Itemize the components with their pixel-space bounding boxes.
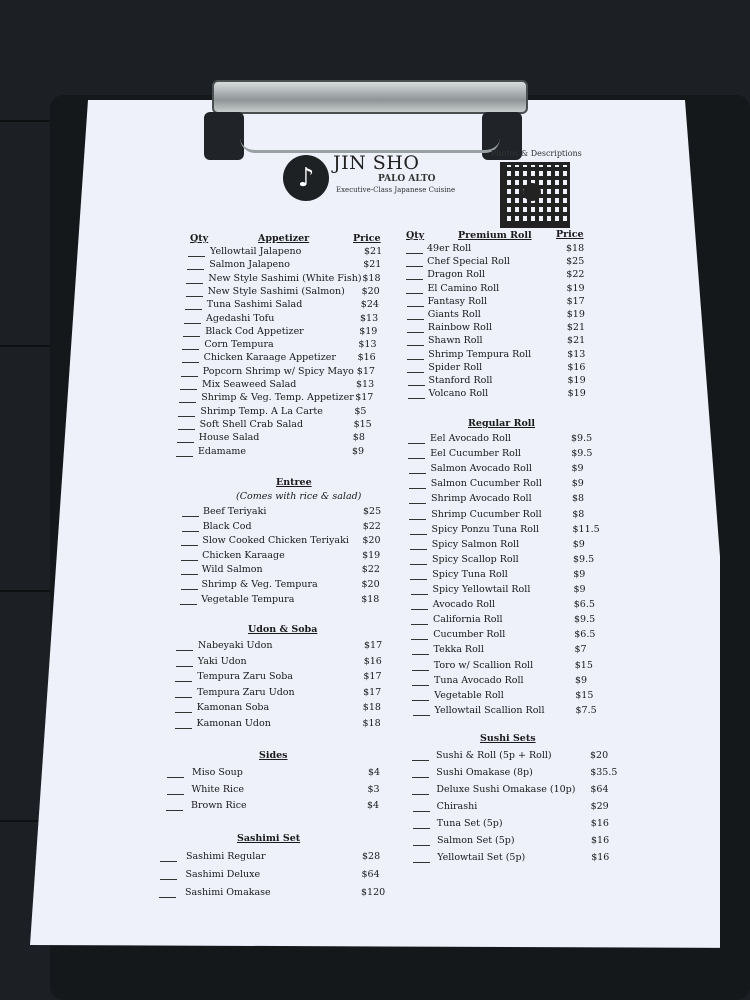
menu-item-name: Sushi Omakase (8p) (436, 767, 533, 778)
menu-item-price: $16 (591, 852, 610, 863)
menu-item-name: Vegetable Tempura (201, 593, 295, 605)
menu-item-price: $19 (567, 388, 586, 400)
menu-item-name: Brown Rice (191, 800, 247, 811)
qty-blank[interactable] (409, 473, 426, 474)
menu-item-name: Spicy Salmon Roll (431, 538, 520, 550)
menu-item-price: $28 (362, 851, 381, 862)
sides-title: Sides (259, 750, 288, 761)
qty-blank[interactable] (412, 760, 429, 761)
qty-blank[interactable] (176, 456, 193, 457)
menu-item-name: Corn Tempura (204, 339, 274, 351)
menu-item-price: $5 (354, 405, 367, 417)
menu-item-price: $19 (359, 325, 378, 337)
qty-blank[interactable] (407, 372, 424, 373)
qty-header: Qty (406, 230, 425, 241)
menu-item-name: Salmon Avocado Roll (430, 463, 532, 475)
menu-item-name: Wild Salmon (201, 564, 263, 576)
clipboard-clip (212, 80, 528, 114)
menu-item-price: $13 (360, 312, 379, 324)
menu-item-name: Fantasy Roll (427, 295, 488, 307)
menu-item-name: Popcorn Shrimp w/ Spicy Mayo (202, 365, 354, 377)
qty-blank[interactable] (408, 398, 425, 399)
menu-item-price: $13 (358, 339, 377, 351)
menu-item-price: $25 (363, 506, 382, 517)
qty-blank[interactable] (186, 296, 203, 297)
qty-blank[interactable] (181, 560, 198, 561)
menu-item-name: Kamonan Soba (196, 702, 270, 713)
menu-item-price: $8 (572, 508, 585, 520)
menu-item-name: Spicy Ponzu Tuna Roll (431, 523, 540, 535)
qty-blank[interactable] (411, 594, 428, 595)
menu-item-price: $9 (573, 568, 586, 580)
menu-item-price: $19 (566, 282, 585, 294)
qty-blank[interactable] (176, 650, 193, 651)
menu-item-price: $19 (567, 375, 586, 386)
menu-item-name: Yellowtail Jalapeno (210, 246, 302, 257)
qty-blank[interactable] (409, 503, 426, 504)
appetizer-title: Appetizer (258, 233, 310, 244)
entree-title: Entree (276, 477, 312, 488)
clip-wire (240, 138, 500, 153)
qty-blank[interactable] (176, 666, 193, 667)
menu-item-name: Volcano Roll (428, 388, 489, 400)
qty-blank[interactable] (175, 697, 192, 698)
qty-blank[interactable] (182, 531, 199, 532)
qty-blank[interactable] (177, 442, 194, 443)
qty-blank[interactable] (413, 715, 430, 716)
menu-item-price: $4 (367, 800, 380, 811)
menu-item-price: $64 (361, 869, 380, 880)
menu-item-name: Dragon Roll (427, 269, 486, 281)
qty-blank[interactable] (409, 519, 426, 520)
menu-item-name: Giants Roll (427, 309, 481, 320)
qty-blank[interactable] (413, 828, 430, 829)
menu-item-name: Salmon Cucumber Roll (430, 478, 542, 490)
menu-item-price: $9.5 (571, 448, 593, 460)
qty-blank[interactable] (175, 712, 192, 713)
qty-blank[interactable] (406, 279, 423, 280)
menu-item-name: White Rice (191, 783, 245, 795)
qty-blank[interactable] (178, 429, 195, 430)
menu-item-name: Spicy Scallop Roll (432, 553, 519, 565)
menu-item-name: California Roll (433, 614, 503, 626)
qty-blank[interactable] (412, 685, 429, 686)
qty-blank[interactable] (411, 639, 428, 640)
qty-blank[interactable] (159, 897, 176, 898)
menu-item-name: Tuna Avocado Roll (434, 674, 524, 686)
menu-item-name: Black Cod Appetizer (205, 325, 304, 337)
menu-item-price: $17 (363, 671, 382, 682)
qty-blank[interactable] (183, 336, 200, 337)
menu-item-name: Chirashi (436, 801, 478, 812)
menu-item-price: $64 (590, 784, 609, 795)
qty-blank[interactable] (175, 681, 192, 682)
sushi_sets-title: Sushi Sets (480, 733, 536, 744)
menu-item-name: Yaki Udon (197, 655, 247, 667)
menu-item-name: Cucumber Roll (433, 629, 506, 641)
menu-item-price: $21 (363, 259, 382, 271)
clip-foot-left (204, 112, 244, 160)
menu-item-price: $20 (362, 535, 381, 547)
menu-item-price: $16 (363, 655, 382, 667)
qty-blank[interactable] (413, 811, 430, 812)
menu-item-name: Miso Soup (192, 767, 243, 778)
menu-item-name: Rainbow Roll (427, 322, 492, 334)
qr-label: Photos & Descriptions (491, 149, 582, 158)
menu-item-name: Edamame (198, 445, 246, 457)
menu-item-price: $16 (590, 818, 609, 829)
entree-note: (Comes with rice & salad) (236, 491, 362, 502)
menu-item-price: $9 (573, 584, 586, 595)
qty-blank[interactable] (407, 332, 424, 333)
menu-item-name: Toro w/ Scallion Roll (433, 659, 534, 671)
qty-blank[interactable] (167, 794, 184, 795)
menu-item-price: $9 (575, 674, 588, 686)
menu-item-name: Sashimi Deluxe (185, 869, 261, 880)
menu-item-name: Stanford Roll (428, 375, 493, 386)
menu-item-price: $9 (572, 538, 585, 550)
brand-tagline: Executive-Class Japanese Cuisine (336, 186, 456, 194)
qty-blank[interactable] (167, 777, 184, 778)
qty-blank[interactable] (411, 609, 428, 610)
menu-item-price: $17 (566, 295, 585, 307)
qty-blank[interactable] (410, 564, 427, 565)
menu-item-name: Tuna Set (5p) (436, 818, 503, 829)
menu-item-name: Vegetable Roll (434, 689, 504, 701)
menu-item-name: El Camino Roll (427, 282, 500, 294)
qty-blank[interactable] (407, 306, 424, 307)
menu-item-name: Avocado Roll (432, 599, 496, 611)
menu-item-price: $20 (361, 579, 380, 590)
qty-blank[interactable] (180, 604, 197, 605)
qr-logo-icon (523, 183, 541, 201)
menu-item-name: Tempura Zaru Udon (197, 686, 295, 698)
menu-item-name: Sashimi Regular (186, 851, 266, 862)
qty-blank[interactable] (160, 861, 177, 862)
menu-item-price: $9.5 (573, 553, 595, 565)
menu-item-price: $9.5 (571, 433, 593, 444)
qty-blank[interactable] (166, 810, 183, 811)
qty-blank[interactable] (182, 516, 199, 517)
menu-item-price: $24 (360, 299, 379, 311)
qty-blank[interactable] (410, 579, 427, 580)
menu-item-name: Mix Seaweed Salad (202, 379, 297, 390)
menu-item-price: $15 (353, 418, 372, 430)
menu-item-name: Kamonan Udon (196, 717, 271, 729)
menu-item-price: $18 (362, 272, 381, 284)
menu-item-price: $21 (567, 335, 586, 347)
qty-blank[interactable] (408, 458, 425, 459)
menu-item-name: New Style Sashimi (Salmon) (207, 285, 345, 297)
menu-item-price: $18 (361, 593, 380, 605)
menu-item-price: $20 (361, 285, 380, 297)
menu-item-price: $21 (364, 246, 383, 257)
menu-item-price: $3 (367, 783, 380, 795)
menu-item-price: $19 (362, 549, 381, 561)
menu-item-price: $15 (574, 659, 593, 671)
premium-title: Premium Roll (458, 230, 532, 241)
qty-blank[interactable] (181, 545, 198, 546)
menu-item-name: Agedashi Tofu (206, 312, 275, 324)
qty-blank[interactable] (412, 670, 429, 671)
menu-item-name: Sashimi Omakase (185, 887, 271, 898)
qty-blank[interactable] (160, 879, 177, 880)
menu-item-name: Beef Teriyaki (203, 506, 267, 517)
menu-item-name: Black Cod (202, 520, 252, 532)
menu-item-name: Slow Cooked Chicken Teriyaki (202, 535, 349, 547)
qty-blank[interactable] (179, 402, 196, 403)
menu-item-price: $20 (590, 750, 609, 761)
qty-blank[interactable] (413, 845, 430, 846)
menu-item-price: $22 (361, 564, 380, 576)
menu-item-price: $17 (364, 640, 383, 651)
qty-blank[interactable] (182, 349, 199, 350)
menu-item-price: $29 (590, 801, 609, 812)
menu-item-name: Sushi & Roll (5p + Roll) (436, 750, 552, 761)
menu-item-price: $22 (566, 269, 585, 281)
menu-item-price: $18 (362, 702, 381, 713)
menu-item-name: Tuna Sashimi Salad (206, 299, 303, 311)
menu-item-price: $9.5 (574, 614, 596, 626)
qty-blank[interactable] (410, 534, 427, 535)
menu-item-name: Salmon Set (5p) (437, 835, 515, 846)
qty-blank[interactable] (181, 589, 198, 590)
menu-item-price: $11.5 (572, 523, 600, 535)
qty-blank[interactable] (184, 323, 201, 324)
menu-item-price: $15 (575, 689, 594, 701)
qty-blank[interactable] (181, 376, 198, 377)
menu-item-price: $7.5 (575, 704, 597, 716)
menu-item-name: Chicken Karaage Appetizer (203, 352, 336, 364)
menu-item-name: House Salad (198, 432, 260, 444)
menu-item-price: $25 (566, 256, 585, 268)
udon-title: Udon & Soba (248, 624, 318, 635)
menu-item-name: Spider Roll (428, 361, 483, 373)
menu-item-name: Shrimp Tempura Roll (428, 348, 532, 360)
restaurant-logo-icon: ♪ (283, 155, 329, 201)
menu-item-price: $16 (591, 835, 610, 846)
menu-item-price: $6.5 (573, 599, 595, 611)
menu-item-price: $17 (355, 392, 374, 404)
price-header: Price (353, 233, 381, 244)
menu-item-name: Yellowtail Scallion Roll (434, 704, 545, 716)
price-header: Price (556, 229, 584, 240)
menu-item-name: Nabeyaki Udon (198, 640, 273, 651)
menu-item-price: $6.5 (574, 629, 596, 641)
qty-blank[interactable] (413, 862, 430, 863)
menu-item-price: $17 (363, 686, 382, 698)
qty-blank[interactable] (409, 488, 426, 489)
qty-blank[interactable] (187, 269, 204, 270)
menu-item-price: $18 (362, 717, 381, 729)
qty-blank[interactable] (407, 319, 424, 320)
menu-item-name: 49er Roll (427, 243, 472, 254)
menu-item-price: $7 (574, 644, 587, 656)
qty-blank[interactable] (186, 283, 203, 284)
qty-blank[interactable] (182, 362, 199, 363)
menu-item-name: Chef Special Roll (427, 256, 510, 268)
qty-blank[interactable] (408, 443, 425, 444)
menu-item-price: $4 (368, 767, 381, 778)
menu-item-name: Shrimp Avocado Roll (431, 493, 532, 505)
menu-item-name: Shrimp & Veg. Tempura (201, 579, 318, 590)
menu-item-price: $9 (571, 463, 584, 475)
menu-item-name: Soft Shell Crab Salad (199, 418, 304, 430)
qty-blank[interactable] (407, 345, 424, 346)
qty-blank[interactable] (406, 266, 423, 267)
brand-location: PALO ALTO (378, 174, 436, 184)
qty-blank[interactable] (406, 253, 423, 254)
menu-item-price: $18 (566, 243, 585, 254)
sashimi-title: Sashimi Set (237, 833, 301, 844)
brand-name: JIN SHO (333, 152, 420, 174)
qty-blank[interactable] (178, 416, 195, 417)
menu-item-price: $22 (362, 520, 381, 532)
menu-item-price: $13 (356, 379, 375, 390)
menu-item-price: $17 (356, 365, 375, 377)
menu-item-price: $16 (567, 361, 586, 373)
qty-blank[interactable] (180, 389, 197, 390)
qty-blank[interactable] (188, 256, 205, 257)
menu-item-name: Eel Avocado Roll (430, 433, 511, 444)
qty-blank[interactable] (412, 777, 429, 778)
menu-item-name: Tempura Zaru Soba (197, 671, 293, 682)
regular-title: Regular Roll (468, 418, 536, 429)
qty-blank[interactable] (175, 728, 192, 729)
menu-item-price: $16 (357, 352, 376, 364)
qty-blank[interactable] (410, 549, 427, 550)
qty-blank[interactable] (412, 654, 429, 655)
qty-blank[interactable] (407, 359, 424, 360)
qty-blank[interactable] (185, 309, 202, 310)
menu-item-price: $19 (566, 309, 585, 320)
menu-item-price: $8 (572, 493, 585, 505)
menu-item-name: New Style Sashimi (White Fish) (208, 272, 362, 284)
qty-blank[interactable] (408, 385, 425, 386)
menu-item-name: Salmon Jalapeno (209, 259, 290, 271)
menu-item-name: Deluxe Sushi Omakase (10p) (436, 784, 576, 795)
menu-item-name: Yellowtail Set (5p) (437, 852, 526, 863)
menu-item-price: $13 (567, 348, 586, 360)
menu-item-name: Shawn Roll (428, 335, 483, 347)
qty-blank[interactable] (406, 293, 423, 294)
menu-item-name: Shrimp Cucumber Roll (431, 508, 542, 520)
menu-item-name: Shrimp & Veg. Temp. Appetizer (201, 392, 354, 404)
menu-item-name: Shrimp Temp. A La Carte (200, 405, 323, 417)
qty-blank[interactable] (411, 624, 428, 625)
qty-blank[interactable] (412, 794, 429, 795)
qty-blank[interactable] (412, 700, 429, 701)
menu-item-price: $8 (352, 432, 365, 444)
menu-item-price: $120 (361, 887, 386, 898)
menu-item-name: Spicy Yellowtail Roll (432, 584, 531, 595)
qty-header: Qty (190, 233, 209, 244)
menu-item-price: $35.5 (590, 767, 618, 778)
menu-item-name: Eel Cucumber Roll (430, 448, 521, 460)
qty-blank[interactable] (181, 574, 198, 575)
menu-item-price: $21 (566, 322, 586, 334)
menu-item-name: Tekka Roll (433, 644, 484, 656)
menu-item-price: $9 (571, 478, 584, 490)
menu-item-name: Spicy Tuna Roll (432, 568, 508, 580)
menu-item-name: Chicken Karaage (202, 549, 285, 561)
menu-item-price: $9 (352, 445, 365, 457)
